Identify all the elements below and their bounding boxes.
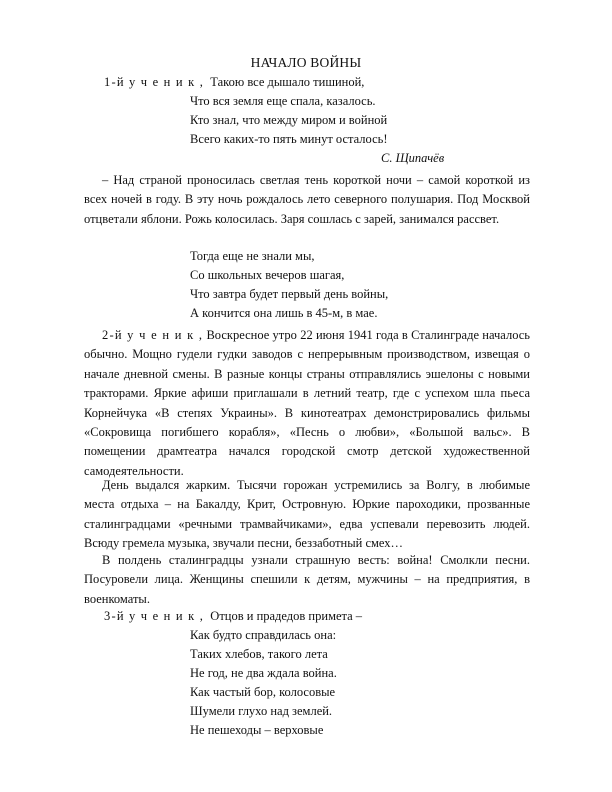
paragraph-text: Воскресное утро 22 июня 1941 года в Сталинграде началось обычно. Мощно гудели гудки заводов с непрерывным производством, извещая о начале дневной смены. В разные концы страны отправлялись эшелоны с новыми тракторами. Яркие афиши приглашали в летний театр, где с успехом шла пьеса Корнейчука «В степях Украины». В кинотеатрах демонстрировались фильмы «Сокровища погибшего корабля», «Песнь о любви», «Большой вальс». В помещении драмтеатра начался городской смотр детской художественной самодеятельности.: [84, 328, 531, 478]
verse-line: Со школьных вечеров шагая,: [190, 268, 345, 282]
verse-line: Таких хлебов, такого лета: [190, 647, 328, 661]
verse-line: Кто знал, что между миром и войной: [190, 113, 388, 127]
verse-line: Шумели глухо над землей.: [190, 704, 333, 718]
verse-line-text: Отцов и прадедов примета –: [210, 609, 363, 623]
verse-line: Как частый бор, колосовые: [190, 685, 336, 699]
paragraph: День выдался жарким. Тысячи горожан устремились за Волгу, в любимые места отдыха – на Бакалду, Крит, Островную. Юркие пароходики, прозванные сталинградцами «речными трамвайчиками», едва успевали перевозить людей. Всюду гремела музыка, звучали песни, беззаботный смех…: [84, 478, 530, 551]
verse-block-1: [104, 73, 388, 149]
verse-block-3: [104, 607, 362, 740]
document-title: НАЧАЛО ВОЙНЫ: [250, 55, 362, 70]
poem-author: С. Щипачёв: [381, 151, 445, 165]
verse-line: Что вся земля еще спала, казалось.: [190, 94, 376, 108]
verse-line: [104, 73, 388, 92]
verse-line: Что завтра будет первый день войны,: [190, 287, 389, 301]
verse-line: Не год, не два ждала война.: [190, 666, 337, 680]
verse-block-2: [190, 247, 388, 323]
speaker-label: 2-й у ч е н и к ,: [102, 328, 204, 342]
verse-line: Не пешеходы – верховые: [190, 723, 324, 737]
speaker-label: 1-й у ч е н и к ,: [104, 75, 205, 89]
paragraph: [84, 326, 530, 481]
verse-line-text: Такою все дышало тишиной,: [210, 75, 365, 89]
speaker-label: 3-й у ч е н и к ,: [104, 609, 205, 623]
verse-line: А кончится она лишь в 45-м, в мае.: [190, 306, 378, 320]
verse-line: Всего каких-то пять минут осталось!: [190, 132, 388, 146]
paragraph: В полдень сталинградцы узнали страшную весть: война! Смолкли песни. Посуровели лица. Женщины спешили к детям, мужчины – на предприятия, в военкоматы.: [84, 553, 530, 606]
verse-line: [104, 607, 362, 626]
paragraph: – Над страной проносилась светлая тень короткой ночи – самой короткой из всех ночей в году. В эту ночь рождалось лето северного полушария. Под Москвой отцветали яблони. Рожь колосилась. Заря сошлась с зарей, занимался рассвет.: [84, 173, 530, 226]
verse-line: Тогда еще не знали мы,: [190, 249, 315, 263]
verse-line: Как будто справдилась она:: [190, 628, 337, 642]
